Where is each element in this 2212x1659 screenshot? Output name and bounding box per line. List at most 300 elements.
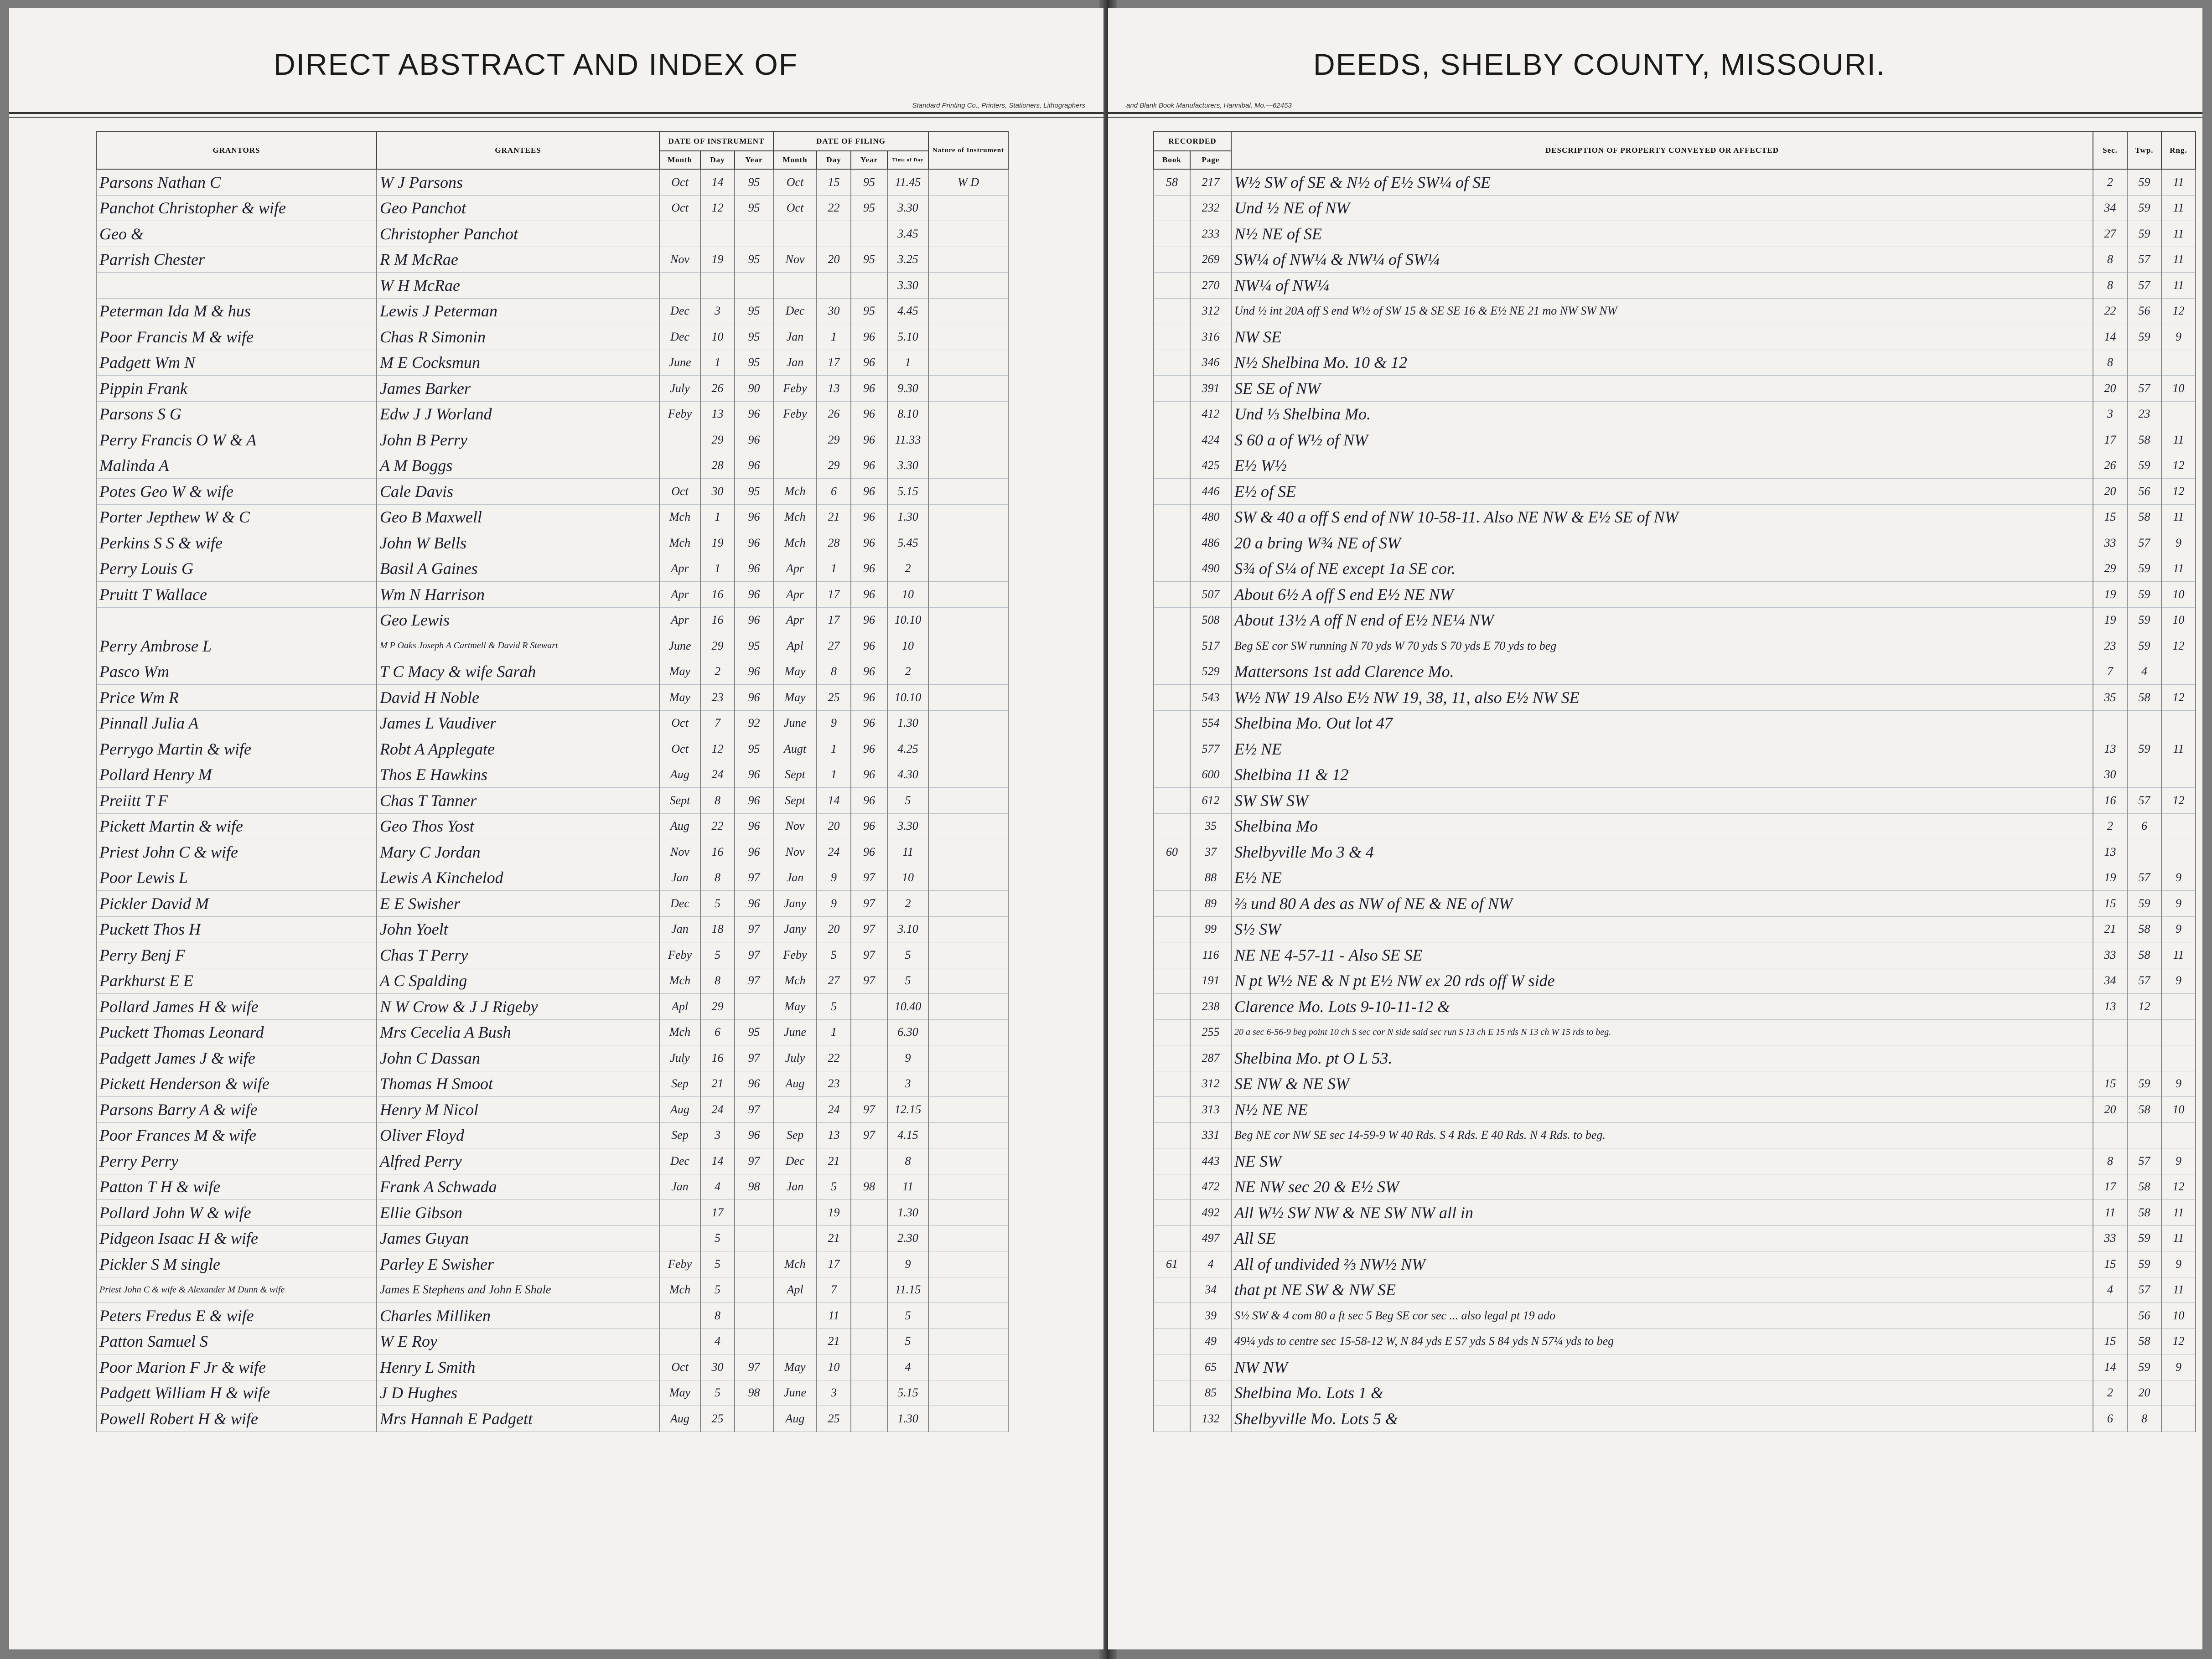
filing-day-cell: 29 xyxy=(817,453,851,479)
book-cell xyxy=(1154,427,1190,453)
rng-cell: 12 xyxy=(2161,685,2196,711)
page-cell: 600 xyxy=(1190,762,1231,788)
rng-cell: 9 xyxy=(2161,891,2196,917)
ledger-row xyxy=(96,1380,1102,1406)
header-rule-thin xyxy=(9,117,1103,118)
rng-cell xyxy=(2161,1019,2196,1045)
grantee-cell: John Yoelt xyxy=(377,916,659,942)
inst-month-cell: Aug xyxy=(659,813,700,839)
twp-cell: 57 xyxy=(2127,1148,2161,1174)
ledger-row xyxy=(1113,968,2196,994)
grantor-cell: Potes Geo W & wife xyxy=(96,479,377,505)
filing-month-cell: July xyxy=(773,1045,817,1071)
nature-cell xyxy=(928,891,1008,917)
twp-cell xyxy=(2127,839,2161,865)
ledger-row xyxy=(96,273,1102,299)
inst-year-cell: 96 xyxy=(735,556,773,582)
rng-cell: 12 xyxy=(2161,1328,2196,1354)
inst-day-cell: 29 xyxy=(700,994,735,1020)
rng-cell xyxy=(2161,813,2196,839)
book-cell xyxy=(1154,916,1190,942)
filing-year-cell xyxy=(851,1277,887,1303)
filing-year-cell xyxy=(851,221,887,247)
filing-year-cell xyxy=(851,273,887,299)
grantor-cell: Patton T H & wife xyxy=(96,1174,377,1200)
inst-year-cell xyxy=(735,1251,773,1277)
grantee-cell: John W Bells xyxy=(377,530,659,556)
page-edge-spacer xyxy=(1008,324,1102,350)
filing-month-cell: May xyxy=(773,659,817,685)
filing-year-cell: 96 xyxy=(851,788,887,814)
description-cell: E½ NE xyxy=(1231,736,2093,762)
right-margin-spacer xyxy=(1113,839,1154,865)
grantor-cell: Puckett Thos H xyxy=(96,916,377,942)
filing-day-cell: 13 xyxy=(817,376,851,402)
grantee-cell: E E Swisher xyxy=(377,891,659,917)
inst-day-cell: 4 xyxy=(700,1328,735,1354)
page-cell: 65 xyxy=(1190,1354,1231,1380)
inst-month-cell xyxy=(659,273,700,299)
filing-time-cell: 10 xyxy=(887,865,928,891)
nature-cell xyxy=(928,273,1008,299)
page-cell: 34 xyxy=(1190,1277,1231,1303)
page-edge-spacer xyxy=(1008,968,1102,994)
twp-cell: 57 xyxy=(2127,530,2161,556)
grantor-cell: Perkins S S & wife xyxy=(96,530,377,556)
filing-time-cell: 2 xyxy=(887,659,928,685)
grantee-cell: Ellie Gibson xyxy=(377,1200,659,1226)
grantee-cell: Robt A Applegate xyxy=(377,736,659,762)
grantee-cell: Frank A Schwada xyxy=(377,1174,659,1200)
ledger-row xyxy=(1113,1303,2196,1329)
description-cell: N½ NE of SE xyxy=(1231,221,2093,247)
page-cell: 316 xyxy=(1190,324,1231,350)
inst-month-cell: Dec xyxy=(659,891,700,917)
right-margin-spacer xyxy=(1113,633,1154,659)
inst-month-cell: Nov xyxy=(659,839,700,865)
inst-year-cell: 97 xyxy=(735,1148,773,1174)
inst-year-cell: 96 xyxy=(735,453,773,479)
page-cell: 232 xyxy=(1190,195,1231,221)
grantor-cell: Pasco Wm xyxy=(96,659,377,685)
right-margin-spacer xyxy=(1113,195,1154,221)
twp-cell xyxy=(2127,762,2161,788)
right-margin-spacer xyxy=(1113,324,1154,350)
grantor-cell: Perrygo Martin & wife xyxy=(96,736,377,762)
inst-year-cell xyxy=(735,1277,773,1303)
left-ledger-table xyxy=(96,131,1102,1432)
twp-cell: 12 xyxy=(2127,994,2161,1020)
book-cell: 60 xyxy=(1154,839,1190,865)
inst-month-cell: Oct xyxy=(659,736,700,762)
filing-month-cell: Augt xyxy=(773,736,817,762)
filing-year-cell: 96 xyxy=(851,504,887,530)
page-cell: 612 xyxy=(1190,788,1231,814)
grantee-cell: James Guyan xyxy=(377,1225,659,1251)
page-cell: 490 xyxy=(1190,556,1231,582)
nature-cell xyxy=(928,788,1008,814)
rng-cell: 10 xyxy=(2161,376,2196,402)
grantor-cell: Perry Francis O W & A xyxy=(96,427,377,453)
ledger-row xyxy=(1113,1406,2196,1432)
inst-day-cell: 1 xyxy=(700,350,735,376)
ledger-row xyxy=(1113,710,2196,736)
description-cell: S 60 a of W½ of NW xyxy=(1231,427,2093,453)
grantee-cell: John C Dassan xyxy=(377,1045,659,1071)
inst-day-cell: 5 xyxy=(700,1277,735,1303)
book-cell xyxy=(1154,1303,1190,1329)
grantee-cell: Henry M Nicol xyxy=(377,1097,659,1123)
twp-cell: 59 xyxy=(2127,169,2161,195)
grantor-cell: Panchot Christopher & wife xyxy=(96,195,377,221)
twp-cell xyxy=(2127,350,2161,376)
filing-day-cell: 15 xyxy=(817,169,851,195)
rng-cell xyxy=(2161,1380,2196,1406)
twp-cell: 58 xyxy=(2127,1097,2161,1123)
right-margin-spacer xyxy=(1113,1200,1154,1226)
ledger-row xyxy=(1113,788,2196,814)
inst-year-cell: 95 xyxy=(735,633,773,659)
inst-month-cell: Jan xyxy=(659,916,700,942)
page-edge-spacer xyxy=(1008,427,1102,453)
filing-year-cell xyxy=(851,1071,887,1097)
ledger-row xyxy=(1113,865,2196,891)
inst-day-cell: 16 xyxy=(700,607,735,633)
ledger-row xyxy=(1113,607,2196,633)
twp-cell: 59 xyxy=(2127,736,2161,762)
filing-day-cell: 29 xyxy=(817,427,851,453)
twp-cell: 56 xyxy=(2127,1303,2161,1329)
filing-month-cell: Dec xyxy=(773,1148,817,1174)
filing-month-cell xyxy=(773,1328,817,1354)
filing-day-cell: 1 xyxy=(817,1019,851,1045)
inst-month-cell: Sep xyxy=(659,1122,700,1148)
right-margin-spacer xyxy=(1113,401,1154,427)
twp-header: Twp. xyxy=(2127,132,2161,169)
book-cell xyxy=(1154,1380,1190,1406)
page-edge-spacer xyxy=(1008,942,1102,968)
twp-cell: 59 xyxy=(2127,1354,2161,1380)
rng-cell xyxy=(2161,994,2196,1020)
inst-month-cell: Apr xyxy=(659,582,700,608)
filing-year-cell: 96 xyxy=(851,530,887,556)
ledger-row xyxy=(1113,350,2196,376)
book-cell xyxy=(1154,221,1190,247)
rng-cell: 9 xyxy=(2161,1071,2196,1097)
inst-day-cell: 14 xyxy=(700,1148,735,1174)
nature-cell xyxy=(928,1200,1008,1226)
filing-month-cell: Oct xyxy=(773,169,817,195)
description-cell: E½ of SE xyxy=(1231,479,2093,505)
rng-cell xyxy=(2161,710,2196,736)
page-edge-spacer xyxy=(1008,1174,1102,1200)
filing-month-cell: Aug xyxy=(773,1071,817,1097)
right-page-title: DEEDS, SHELBY COUNTY, MISSOURI. xyxy=(1313,47,1886,81)
grantor-cell: Pickett Martin & wife xyxy=(96,813,377,839)
date-of-filing-header: DATE OF FILING xyxy=(773,132,928,151)
filing-time-cell: 3 xyxy=(887,1071,928,1097)
inst-day-cell: 5 xyxy=(700,942,735,968)
ledger-row xyxy=(1113,1380,2196,1406)
grantor-cell: Parsons Nathan C xyxy=(96,169,377,195)
book-cell xyxy=(1154,1097,1190,1123)
ledger-row xyxy=(1113,633,2196,659)
sec-cell: 2 xyxy=(2093,1380,2127,1406)
book-cell xyxy=(1154,556,1190,582)
grantor-cell: Preiitt T F xyxy=(96,788,377,814)
description-cell: SW & 40 a off S end of NW 10-58-11. Also NE NW & E½ SE of NW xyxy=(1231,504,2093,530)
inst-year-cell: 96 xyxy=(735,504,773,530)
inst-year-cell xyxy=(735,273,773,299)
inst-month-cell: Oct xyxy=(659,195,700,221)
description-cell: Clarence Mo. Lots 9-10-11-12 & xyxy=(1231,994,2093,1020)
book-cell xyxy=(1154,1225,1190,1251)
filing-year-cell: 96 xyxy=(851,401,887,427)
twp-cell: 58 xyxy=(2127,504,2161,530)
sec-cell: 2 xyxy=(2093,169,2127,195)
filing-month-cell xyxy=(773,221,817,247)
filing-month-cell: Dec xyxy=(773,298,817,324)
filing-month-cell xyxy=(773,1225,817,1251)
inst-month-cell: May xyxy=(659,685,700,711)
book-cell xyxy=(1154,1354,1190,1380)
twp-cell: 23 xyxy=(2127,401,2161,427)
ledger-row xyxy=(96,1354,1102,1380)
grantor-cell: Peters Fredus E & wife xyxy=(96,1303,377,1329)
page-edge-spacer xyxy=(1008,298,1102,324)
ledger-row xyxy=(96,195,1102,221)
page-cell: 116 xyxy=(1190,942,1231,968)
filing-day-cell: 23 xyxy=(817,1071,851,1097)
book-cell xyxy=(1154,1406,1190,1432)
inst-month-cell: Dec xyxy=(659,298,700,324)
nature-cell xyxy=(928,607,1008,633)
grantor-cell: Perry Ambrose L xyxy=(96,633,377,659)
page-cell: 270 xyxy=(1190,273,1231,299)
description-cell: that pt NE SW & NW SE xyxy=(1231,1277,2093,1303)
book-cell xyxy=(1154,1277,1190,1303)
inst-year-cell: 96 xyxy=(735,813,773,839)
inst-month-cell: Aug xyxy=(659,1097,700,1123)
rng-cell: 9 xyxy=(2161,865,2196,891)
inst-day-cell: 16 xyxy=(700,1045,735,1071)
right-margin-spacer xyxy=(1113,247,1154,273)
nature-cell xyxy=(928,942,1008,968)
filing-day-cell: 1 xyxy=(817,556,851,582)
inst-month-cell: Jan xyxy=(659,1174,700,1200)
filing-time-cell: 10.10 xyxy=(887,607,928,633)
right-margin-spacer xyxy=(1113,1251,1154,1277)
description-cell: NE NE 4-57-11 - Also SE SE xyxy=(1231,942,2093,968)
book-cell: 58 xyxy=(1154,169,1190,195)
filing-year-cell xyxy=(851,1225,887,1251)
rng-cell: 11 xyxy=(2161,1277,2196,1303)
filing-day-cell xyxy=(817,273,851,299)
filing-month-cell: June xyxy=(773,1380,817,1406)
ledger-row xyxy=(96,788,1102,814)
filing-time-cell: 9 xyxy=(887,1251,928,1277)
inst-day-cell: 5 xyxy=(700,1225,735,1251)
inst-day-cell: 19 xyxy=(700,247,735,273)
inst-month-cell: Oct xyxy=(659,710,700,736)
page-cell: 443 xyxy=(1190,1148,1231,1174)
book-cell xyxy=(1154,273,1190,299)
nature-cell xyxy=(928,865,1008,891)
inst-day-cell: 5 xyxy=(700,891,735,917)
header-rule xyxy=(9,112,1103,114)
filing-year-cell: 96 xyxy=(851,453,887,479)
ledger-row xyxy=(96,221,1102,247)
ledger-row xyxy=(96,865,1102,891)
page-cell: 312 xyxy=(1190,1071,1231,1097)
filing-time-cell: 2.30 xyxy=(887,1225,928,1251)
inst-month-cell: Feby xyxy=(659,401,700,427)
nature-cell xyxy=(928,1045,1008,1071)
inst-day-header: Day xyxy=(700,151,735,169)
ledger-row xyxy=(96,298,1102,324)
grantee-cell: Chas T Perry xyxy=(377,942,659,968)
inst-day-cell: 14 xyxy=(700,169,735,195)
filing-day-cell: 1 xyxy=(817,736,851,762)
filing-month-cell: Feby xyxy=(773,401,817,427)
grantor-cell: Pickler S M single xyxy=(96,1251,377,1277)
rng-cell: 11 xyxy=(2161,1225,2196,1251)
right-margin-spacer xyxy=(1113,942,1154,968)
book-cell xyxy=(1154,633,1190,659)
ledger-row xyxy=(1113,221,2196,247)
filing-day-cell: 30 xyxy=(817,298,851,324)
nature-cell xyxy=(928,556,1008,582)
nature-cell xyxy=(928,1174,1008,1200)
description-cell: Shelbina Mo xyxy=(1231,813,2093,839)
filing-time-cell: 4 xyxy=(887,1354,928,1380)
grantor-cell: Price Wm R xyxy=(96,685,377,711)
ledger-row xyxy=(96,401,1102,427)
grantee-cell: Christopher Panchot xyxy=(377,221,659,247)
twp-cell: 59 xyxy=(2127,453,2161,479)
filing-time-cell: 10 xyxy=(887,582,928,608)
description-cell: S½ SW xyxy=(1231,916,2093,942)
sec-cell: 19 xyxy=(2093,607,2127,633)
book-cell xyxy=(1154,762,1190,788)
inst-year-cell: 95 xyxy=(735,1019,773,1045)
ledger-row xyxy=(1113,195,2196,221)
grantors-header: GRANTORS xyxy=(96,132,377,169)
right-margin-spacer xyxy=(1113,530,1154,556)
sec-cell: 30 xyxy=(2093,762,2127,788)
date-of-instrument-header: DATE OF INSTRUMENT xyxy=(659,132,773,151)
filing-year-cell xyxy=(851,1251,887,1277)
inst-month-cell xyxy=(659,427,700,453)
twp-cell: 58 xyxy=(2127,1328,2161,1354)
nature-cell xyxy=(928,247,1008,273)
sec-cell xyxy=(2093,1122,2127,1148)
filing-day-cell: 21 xyxy=(817,1328,851,1354)
grantor-cell: Perry Louis G xyxy=(96,556,377,582)
nature-cell xyxy=(928,1406,1008,1432)
ledger-row xyxy=(96,427,1102,453)
sec-cell xyxy=(2093,710,2127,736)
ledger-row xyxy=(1113,1148,2196,1174)
inst-year-cell: 95 xyxy=(735,298,773,324)
page-edge-spacer xyxy=(1008,504,1102,530)
nature-cell xyxy=(928,994,1008,1020)
twp-cell: 59 xyxy=(2127,556,2161,582)
right-margin-spacer xyxy=(1113,350,1154,376)
grantor-cell: Padgett William H & wife xyxy=(96,1380,377,1406)
grantee-cell: N W Crow & J J Rigeby xyxy=(377,994,659,1020)
twp-cell: 59 xyxy=(2127,891,2161,917)
ledger-row xyxy=(96,659,1102,685)
book-cell xyxy=(1154,865,1190,891)
right-margin-spacer xyxy=(1113,273,1154,299)
ledger-row xyxy=(96,1406,1102,1432)
right-ledger-table xyxy=(1113,131,2196,1432)
ledger-row xyxy=(1113,504,2196,530)
inst-month-cell: Oct xyxy=(659,479,700,505)
filing-month-header: Month xyxy=(773,151,817,169)
filing-month-cell xyxy=(773,427,817,453)
right-margin-spacer xyxy=(1113,607,1154,633)
page-edge-spacer xyxy=(1008,1071,1102,1097)
grantor-cell: Poor Frances M & wife xyxy=(96,1122,377,1148)
page-edge-spacer xyxy=(1008,169,1102,195)
inst-year-cell: 95 xyxy=(735,736,773,762)
right-margin-spacer xyxy=(1113,1148,1154,1174)
page-edge-spacer xyxy=(1008,710,1102,736)
grantee-cell: Geo Lewis xyxy=(377,607,659,633)
inst-month-cell: Sep xyxy=(659,1071,700,1097)
filing-year-cell: 96 xyxy=(851,633,887,659)
inst-day-cell: 4 xyxy=(700,1174,735,1200)
inst-day-cell: 10 xyxy=(700,324,735,350)
page-cell: 191 xyxy=(1190,968,1231,994)
twp-cell: 59 xyxy=(2127,582,2161,608)
filing-month-cell: Oct xyxy=(773,195,817,221)
inst-year-cell: 96 xyxy=(735,582,773,608)
inst-day-cell: 6 xyxy=(700,1019,735,1045)
nature-cell xyxy=(928,968,1008,994)
page-cell: 517 xyxy=(1190,633,1231,659)
grantee-cell: Basil A Gaines xyxy=(377,556,659,582)
page-cell: 39 xyxy=(1190,1303,1231,1329)
inst-month-cell: July xyxy=(659,376,700,402)
ledger-row xyxy=(1113,376,2196,402)
book-cell xyxy=(1154,1200,1190,1226)
inst-month-cell: Aug xyxy=(659,1406,700,1432)
ledger-row xyxy=(96,376,1102,402)
ledger-row xyxy=(1113,916,2196,942)
nature-cell xyxy=(928,1380,1008,1406)
rng-cell: 11 xyxy=(2161,427,2196,453)
description-cell: Beg SE cor SW running N 70 yds W 70 yds S 70 yds E 70 yds to beg xyxy=(1231,633,2093,659)
sec-cell: 27 xyxy=(2093,221,2127,247)
grantee-cell: Geo Panchot xyxy=(377,195,659,221)
filing-time-cell: 1.30 xyxy=(887,504,928,530)
filing-month-cell: Mch xyxy=(773,530,817,556)
twp-cell: 58 xyxy=(2127,916,2161,942)
filing-month-cell: May xyxy=(773,994,817,1020)
book-cell xyxy=(1154,453,1190,479)
filing-day-cell: 17 xyxy=(817,607,851,633)
ledger-row xyxy=(1113,659,2196,685)
grantor-cell: Parrish Chester xyxy=(96,247,377,273)
filing-time-cell: 1.30 xyxy=(887,1200,928,1226)
nature-cell: W D xyxy=(928,169,1008,195)
right-margin-spacer xyxy=(1113,685,1154,711)
grantee-cell: Alfred Perry xyxy=(377,1148,659,1174)
grantor-cell: Poor Lewis L xyxy=(96,865,377,891)
